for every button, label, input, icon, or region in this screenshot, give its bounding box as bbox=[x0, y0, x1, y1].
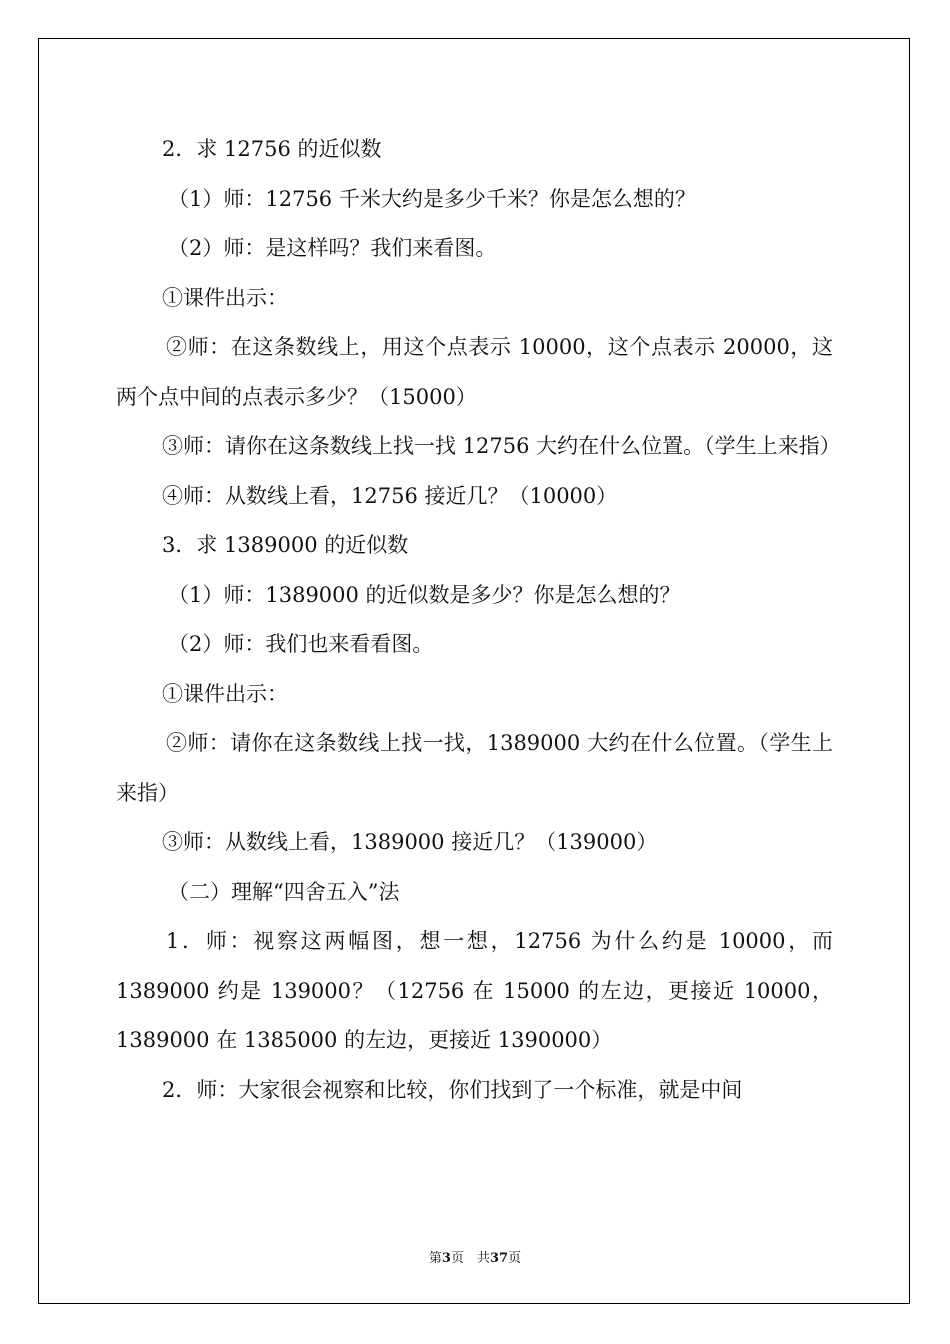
document-body bbox=[116, 125, 841, 1115]
paragraph: 2．师：大家很会视察和比较，你们找到了一个标准，就是中间 bbox=[162, 1077, 743, 1102]
paragraph: 3．求 1389000 的近似数 bbox=[162, 533, 409, 557]
paragraph: 1．师：视察这两幅图，想一想，12756 为什么约是 10000，而 1389000 约是 139000？（12756 在 15000 的左边，更接近 10000，1389000 在 1385000 的左边，更接近 1390000） bbox=[116, 929, 833, 1052]
current-page-number: 3 bbox=[441, 1251, 451, 1266]
total-page-count: 37 bbox=[489, 1251, 509, 1266]
paragraph: ①课件出示： bbox=[162, 681, 288, 706]
page-footer bbox=[0, 1247, 950, 1266]
paragraph: 2．求 12756 的近似数 bbox=[162, 137, 382, 161]
paragraph: （1）师：1389000 的近似数是多少？你是怎么想的？ bbox=[168, 582, 681, 607]
section-heading: （二）理解“四舍五入”法 bbox=[168, 879, 400, 904]
paragraph: ②师：请你在这条数线上找一找，1389000 大约在什么位置。（学生上来指） bbox=[116, 731, 833, 805]
footer-middle: 页 共 bbox=[450, 1251, 490, 1266]
paragraph: ③师：从数线上看，1389000 接近几？（139000） bbox=[162, 830, 658, 854]
paragraph: （2）师：我们也来看看图。 bbox=[168, 632, 434, 656]
paragraph: ①课件出示： bbox=[162, 285, 288, 310]
paragraph: ④师：从数线上看，12756 接近几？（10000） bbox=[162, 483, 618, 508]
paragraph: （1）师：12756 千米大约是多少千米？你是怎么想的？ bbox=[168, 186, 696, 211]
footer-suffix: 页 bbox=[508, 1251, 522, 1266]
paragraph: （2）师：是这样吗？我们来看图。 bbox=[168, 236, 497, 260]
paragraph: ②师：在这条数线上，用这个点表示 10000，这个点表示 20000，这两个点中间的点表示多少？（15000） bbox=[116, 335, 833, 409]
footer-prefix: 第 bbox=[428, 1251, 442, 1266]
paragraph: ③师：请你在这条数线上找一找 12756 大约在什么位置。（学生上来指） bbox=[162, 434, 841, 458]
